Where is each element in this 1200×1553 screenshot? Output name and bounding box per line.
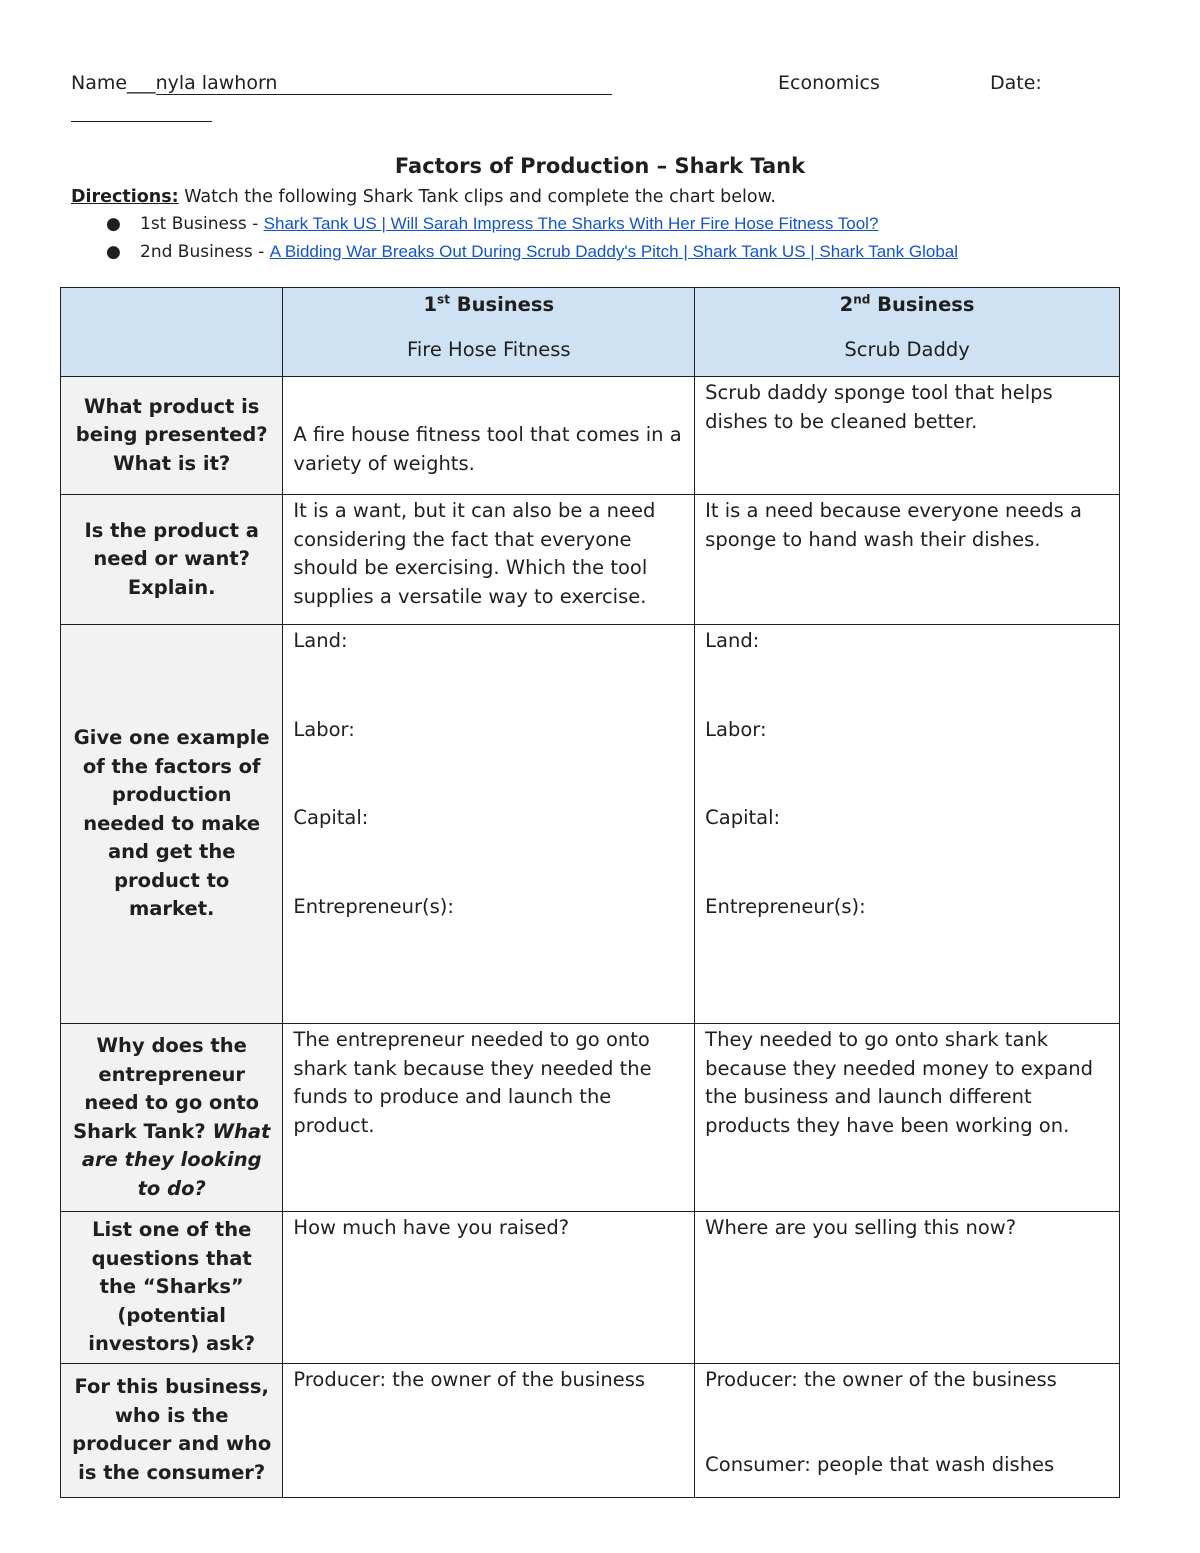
question-cell: List one of the questions that the “Sharks” (potential investors) ask?	[61, 1212, 283, 1364]
question-cell: Why does the entrepreneur need to go onto Shark Tank? What are they looking to do?	[61, 1024, 283, 1212]
answer-cell-2[interactable]: It is a need because everyone needs a sponge to hand wash their dishes.	[695, 495, 1120, 625]
labor-label: Labor:	[705, 717, 767, 741]
answer-cell-2[interactable]	[695, 1363, 1120, 1497]
land-label: Land:	[293, 629, 348, 652]
table-row	[61, 495, 1120, 625]
name-label: Name___	[71, 72, 156, 94]
video-link-1[interactable]: Shark Tank US | Will Sarah Impress The Sharks With Her Fire Hose Fitness Tool?	[263, 214, 879, 233]
consumer-answer: Consumer: people that wash dishes	[705, 1453, 1055, 1476]
business-1-name: Fire Hose Fitness	[407, 337, 571, 361]
name-value[interactable]: nyla lawhorn	[156, 72, 613, 95]
answer-cell-2[interactable]: Where are you selling this now?	[695, 1212, 1120, 1364]
question-cell: For this business, who is the producer and who is the consumer?	[61, 1363, 283, 1497]
bullet-prefix: 1st Business -	[140, 214, 264, 234]
answer-cell-1[interactable]: How much have you raised?	[283, 1212, 695, 1364]
business-2-name: Scrub Daddy	[844, 337, 970, 361]
question-cell: Is the product a need or want? Explain.	[61, 495, 283, 625]
answer-cell-2[interactable]: Scrub daddy sponge tool that helps dishes to be cleaned better.	[695, 377, 1120, 495]
page-title: Factors of Production – Shark Tank	[394, 154, 806, 178]
answer-cell-1[interactable]: It is a want, but it can also be a need considering the fact that everyone should be exercising. Which the tool supplies a versatile way to exercise.	[283, 495, 695, 625]
bullet-dot-icon: ●	[106, 214, 121, 234]
name-line	[71, 72, 612, 95]
directions-text: Watch the following Shark Tank clips and complete the chart below.	[178, 187, 776, 207]
table-row	[61, 1024, 1120, 1212]
subject-label: Economics	[778, 72, 880, 94]
answer-cell-1[interactable]: Producer: the owner of the business	[283, 1363, 695, 1497]
corner-cell	[61, 288, 283, 377]
land-label: Land:	[705, 629, 760, 652]
factors-cell-2[interactable]	[695, 625, 1120, 1024]
directions-label: Directions:	[71, 187, 179, 207]
capital-label: Capital:	[293, 806, 369, 829]
date-label: Date:	[990, 72, 1042, 94]
answer-cell-1[interactable]: The entrepreneur needed to go onto shark tank because they needed the funds to produce and launch the product.	[283, 1024, 695, 1212]
bullet-item-1	[106, 214, 878, 234]
directions	[71, 187, 776, 207]
table-row	[61, 1212, 1120, 1364]
table-row	[61, 377, 1120, 495]
bullet-dot-icon: ●	[106, 242, 121, 262]
header-row	[61, 288, 1120, 377]
worksheet-table	[60, 287, 1120, 1498]
factors-cell-1[interactable]	[283, 625, 695, 1024]
date-field[interactable]	[71, 121, 212, 122]
table-row	[61, 1363, 1120, 1497]
entrepreneur-label: Entrepreneur(s):	[705, 894, 866, 918]
video-link-2[interactable]: A Bidding War Breaks Out During Scrub Daddy's Pitch | Shark Tank US | Shark Tank Global	[269, 242, 959, 261]
answer-cell-2[interactable]: They needed to go onto shark tank because they needed money to expand the business and launch different products they have been working on.	[695, 1024, 1120, 1212]
capital-label: Capital:	[705, 806, 781, 829]
labor-label: Labor:	[293, 717, 355, 741]
producer-answer: Producer: the owner of the business	[705, 1367, 1057, 1391]
entrepreneur-label: Entrepreneur(s):	[293, 894, 454, 918]
business-1-header: 1st Business Fire Hose Fitness	[283, 288, 695, 377]
table-row	[61, 625, 1120, 1024]
bullet-prefix: 2nd Business -	[140, 242, 270, 262]
question-cell: What product is being presented? What is it?	[61, 377, 283, 495]
question-cell: Give one example of the factors of production needed to make and get the product to market.	[61, 625, 283, 1024]
business-2-header: 2nd Business Scrub Daddy	[695, 288, 1120, 377]
bullet-item-2	[106, 242, 958, 262]
answer-cell-1[interactable]: A fire house fitness tool that comes in a variety of weights.	[283, 377, 695, 495]
